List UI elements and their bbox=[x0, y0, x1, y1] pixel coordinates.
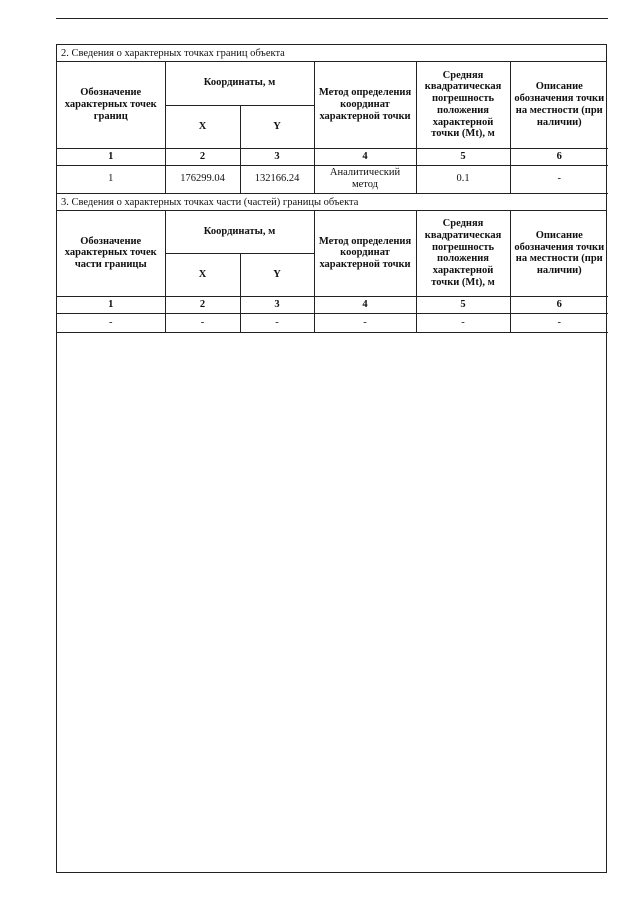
table-row bbox=[57, 314, 608, 333]
header-description: Описание обозначения точки на местности (при наличии) bbox=[510, 62, 608, 148]
cell-description: - bbox=[510, 314, 608, 333]
column-number: 4 bbox=[314, 148, 416, 165]
header-y: Y bbox=[240, 254, 314, 297]
cell-x: - bbox=[165, 314, 240, 333]
column-number: 2 bbox=[165, 297, 240, 314]
column-number: 4 bbox=[314, 297, 416, 314]
header-coordinates: Координаты, м bbox=[165, 62, 314, 105]
column-number: 5 bbox=[416, 297, 510, 314]
column-number: 2 bbox=[165, 148, 240, 165]
column-number: 6 bbox=[510, 148, 608, 165]
cell-point: - bbox=[57, 314, 165, 333]
top-rule bbox=[56, 18, 608, 19]
column-number: 5 bbox=[416, 148, 510, 165]
column-number: 1 bbox=[57, 148, 165, 165]
cell-method: Аналитический метод bbox=[314, 165, 416, 193]
header-y: Y bbox=[240, 105, 314, 148]
column-number: 6 bbox=[510, 297, 608, 314]
column-number: 1 bbox=[57, 297, 165, 314]
cell-accuracy: 0.1 bbox=[416, 165, 510, 193]
cell-x: 176299.04 bbox=[165, 165, 240, 193]
header-coordinates: Координаты, м bbox=[165, 211, 314, 254]
header-x: X bbox=[165, 254, 240, 297]
section-3-table bbox=[57, 211, 608, 334]
cell-description: - bbox=[510, 165, 608, 193]
column-number: 3 bbox=[240, 297, 314, 314]
cell-y: 132166.24 bbox=[240, 165, 314, 193]
header-method: Метод определения координат характерной точки bbox=[314, 62, 416, 148]
header-method: Метод определения координат характерной точки bbox=[314, 211, 416, 297]
cell-method: - bbox=[314, 314, 416, 333]
header-accuracy: Средняя квадратическая погрешность положения характерной точки (Mt), м bbox=[416, 211, 510, 297]
header-designation: Обозначение характерных точек границ bbox=[57, 62, 165, 148]
header-x: X bbox=[165, 105, 240, 148]
document-frame bbox=[56, 44, 607, 873]
header-description: Описание обозначения точки на местности (при наличии) bbox=[510, 211, 608, 297]
cell-point: 1 bbox=[57, 165, 165, 193]
section-3-title: 3. Сведения о характерных точках части (частей) границы объекта bbox=[57, 194, 606, 211]
header-designation: Обозначение характерных точек части границы bbox=[57, 211, 165, 297]
cell-accuracy: - bbox=[416, 314, 510, 333]
header-accuracy: Средняя квадратическая погрешность положения характерной точки (Mt), м bbox=[416, 62, 510, 148]
section-2-table bbox=[57, 62, 608, 194]
section-2-title: 2. Сведения о характерных точках границ объекта bbox=[57, 45, 606, 62]
column-number: 3 bbox=[240, 148, 314, 165]
table-row bbox=[57, 165, 608, 193]
cell-y: - bbox=[240, 314, 314, 333]
